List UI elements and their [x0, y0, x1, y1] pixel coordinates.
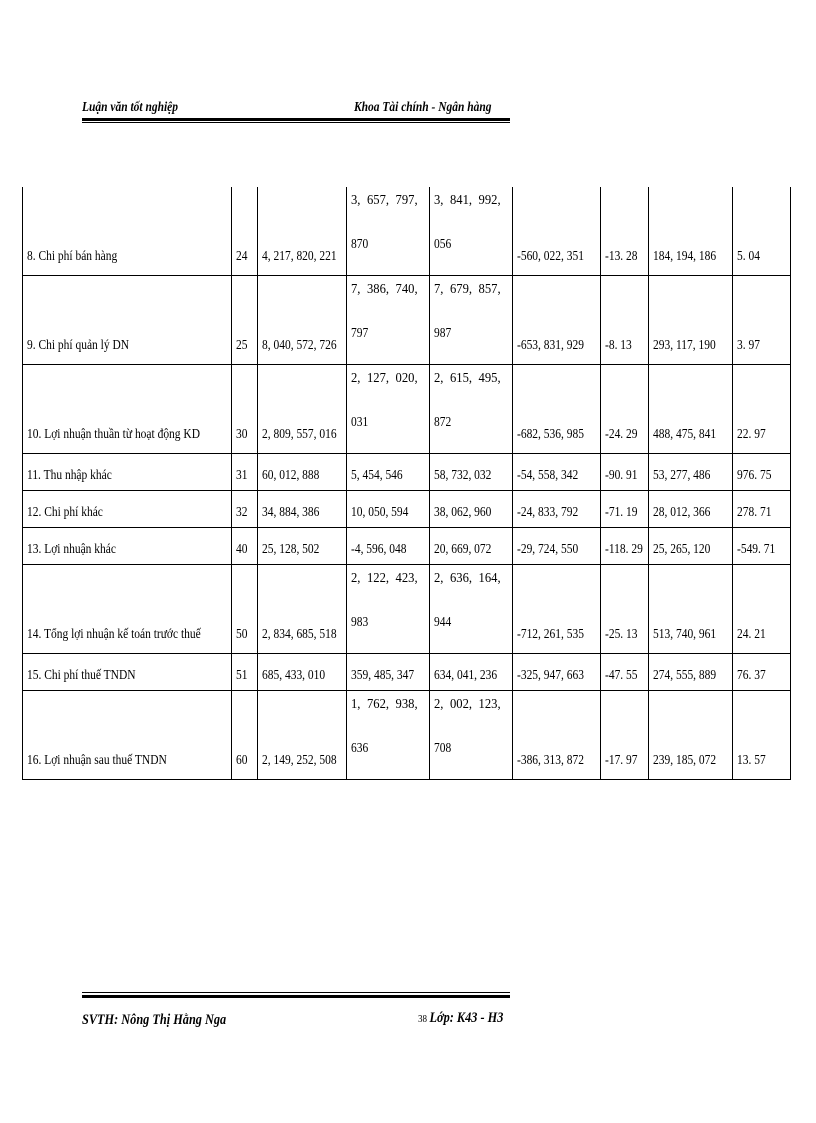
value-col-3-part: 992, [478, 193, 501, 208]
diff-percent-text: -17. 97 [605, 753, 638, 768]
table-row [23, 491, 791, 528]
row-label-text: 15. Chi phí thuế TNDN [27, 668, 136, 683]
value-col-2-text: 10, 050, 594 [351, 505, 409, 520]
value-col-2-part: 020, [395, 371, 418, 386]
percent-col-7-text: 24. 21 [737, 627, 766, 642]
value-col-6-text: 184, 194, 186 [653, 249, 717, 264]
diff-percent-text: -13. 28 [605, 249, 638, 264]
value-col-3 [430, 691, 513, 780]
value-col-2-part: 7, [351, 282, 361, 297]
value-col-6 [649, 365, 733, 454]
value-col-3-part: 164, [478, 571, 501, 586]
value-col-3 [430, 565, 513, 654]
row-label [23, 565, 232, 654]
value-col-3-tail: 944 [434, 615, 452, 630]
row-label-text: 16. Lợi nhuận sau thuế TNDN [27, 753, 167, 768]
value-col-6-text: 25, 265, 120 [653, 542, 711, 557]
percent-col-7-text: -549. 71 [737, 542, 776, 557]
diff-amount-text: -712, 261, 535 [517, 627, 584, 642]
row-label-text: 14. Tổng lợi nhuận kế toán trước thuế [27, 627, 201, 642]
percent-col-7 [733, 691, 791, 780]
row-label-text: 10. Lợi nhuận thuần từ hoạt động KD [27, 427, 200, 442]
value-col-6 [649, 276, 733, 365]
diff-percent-text: -8. 13 [605, 338, 632, 353]
value-col-3-part: 3, [434, 193, 444, 208]
percent-col-7-text: 76. 37 [737, 668, 766, 683]
value-col-6 [649, 528, 733, 565]
value-col-1-text: 2, 809, 557, 016 [262, 427, 337, 442]
table-row [23, 365, 791, 454]
value-col-2-text: 359, 485, 347 [351, 668, 415, 683]
value-col-2-part: 797, [395, 193, 418, 208]
percent-col-7-text: 5. 04 [737, 249, 760, 264]
table-row [23, 528, 791, 565]
value-col-6 [649, 187, 733, 276]
value-col-6-text: 488, 475, 841 [653, 427, 717, 442]
value-col-2-part: 386, [366, 282, 390, 297]
percent-col-7 [733, 565, 791, 654]
diff-amount-text: -560, 022, 351 [517, 249, 584, 264]
row-code [232, 187, 258, 276]
value-col-1 [258, 691, 347, 780]
value-col-2-part: 740, [395, 282, 418, 297]
percent-col-7-text: 3. 97 [737, 338, 760, 353]
value-col-3 [430, 187, 513, 276]
row-label [23, 528, 232, 565]
value-col-3-part: 857, [478, 282, 501, 297]
value-col-2-part: 2, [351, 371, 361, 386]
value-col-2-tail: 797 [351, 326, 369, 341]
value-col-2-text: 5, 454, 546 [351, 468, 403, 483]
value-col-6 [649, 454, 733, 491]
row-code [232, 528, 258, 565]
value-col-3 [430, 491, 513, 528]
value-col-1 [258, 454, 347, 491]
value-col-3-part: 636, [449, 571, 473, 586]
value-col-1 [258, 654, 347, 691]
diff-amount-text: -29, 724, 550 [517, 542, 579, 557]
percent-col-7 [733, 454, 791, 491]
percent-col-7-text: 976. 75 [737, 468, 772, 483]
percent-col-7 [733, 187, 791, 276]
diff-amount [513, 187, 601, 276]
diff-amount-text: -24, 833, 792 [517, 505, 579, 520]
percent-col-7 [733, 276, 791, 365]
value-col-6 [649, 565, 733, 654]
value-col-1 [258, 365, 347, 454]
value-col-2 [347, 187, 430, 276]
value-col-6 [649, 691, 733, 780]
value-col-1-text: 2, 149, 252, 508 [262, 753, 337, 768]
table-row [23, 454, 791, 491]
row-code-text: 51 [236, 668, 248, 683]
row-code [232, 454, 258, 491]
row-code [232, 365, 258, 454]
value-col-1-text: 2, 834, 685, 518 [262, 627, 337, 642]
table-row [23, 565, 791, 654]
table-row [23, 691, 791, 780]
diff-percent-text: -90. 91 [605, 468, 638, 483]
value-col-3-part: 123, [478, 697, 501, 712]
value-col-3-part: 2, [434, 697, 444, 712]
footer-class [418, 1010, 503, 1027]
value-col-1 [258, 187, 347, 276]
value-col-2-part: 122, [366, 571, 390, 586]
value-col-3-part: 2, [434, 371, 444, 386]
row-label-text: 11. Thu nhập khác [27, 468, 112, 483]
row-code-text: 40 [236, 542, 248, 557]
value-col-6-text: 53, 277, 486 [653, 468, 711, 483]
value-col-3-tail: 872 [434, 415, 452, 430]
diff-amount-text: -653, 831, 929 [517, 338, 584, 353]
row-code-text: 24 [236, 249, 248, 264]
value-col-2-tail: 636 [351, 741, 369, 756]
value-col-3-part: 7, [434, 282, 444, 297]
value-col-2-part: 2, [351, 571, 361, 586]
value-col-2-part: 657, [366, 193, 390, 208]
value-col-3-text: 38, 062, 960 [434, 505, 492, 520]
row-label-text: 12. Chi phí khác [27, 505, 103, 520]
diff-percent [601, 654, 649, 691]
value-col-3 [430, 528, 513, 565]
page-number: 38 [418, 1013, 428, 1025]
header-faculty: Khoa Tài chính - Ngân hàng [354, 100, 492, 115]
row-code [232, 491, 258, 528]
value-col-3 [430, 365, 513, 454]
table-row [23, 276, 791, 365]
value-col-3-tail: 708 [434, 741, 452, 756]
diff-percent-text: -71. 19 [605, 505, 638, 520]
row-label [23, 691, 232, 780]
value-col-1-text: 685, 433, 010 [262, 668, 326, 683]
value-col-1 [258, 565, 347, 654]
value-col-2-text: -4, 596, 048 [351, 542, 407, 557]
diff-amount [513, 365, 601, 454]
value-col-2-part: 762, [366, 697, 390, 712]
value-col-6 [649, 654, 733, 691]
footer-student: SVTH: Nông Thị Hằng Nga [82, 1012, 227, 1028]
diff-amount [513, 491, 601, 528]
row-code [232, 276, 258, 365]
diff-percent [601, 691, 649, 780]
row-label-text: 9. Chi phí quản lý DN [27, 338, 130, 353]
row-code [232, 691, 258, 780]
row-label [23, 276, 232, 365]
value-col-1-text: 60, 012, 888 [262, 468, 320, 483]
value-col-3-part: 495, [478, 371, 501, 386]
footer-rule-thick [82, 995, 510, 998]
row-label-text: 13. Lợi nhuận khác [27, 542, 116, 557]
value-col-1-text: 34, 884, 386 [262, 505, 320, 520]
value-col-2 [347, 654, 430, 691]
value-col-2-part: 1, [351, 697, 361, 712]
value-col-3-part: 2, [434, 571, 444, 586]
diff-percent-text: -118. 29 [605, 542, 643, 557]
value-col-3-part: 615, [449, 371, 473, 386]
value-col-3-text: 20, 669, 072 [434, 542, 492, 557]
diff-amount [513, 454, 601, 491]
value-col-3 [430, 654, 513, 691]
diff-amount [513, 691, 601, 780]
header-rule-thick [82, 118, 510, 121]
row-label [23, 365, 232, 454]
value-col-2 [347, 454, 430, 491]
diff-percent [601, 565, 649, 654]
percent-col-7 [733, 528, 791, 565]
diff-percent [601, 276, 649, 365]
diff-amount-text: -54, 558, 342 [517, 468, 579, 483]
value-col-1-text: 25, 128, 502 [262, 542, 320, 557]
value-col-2 [347, 691, 430, 780]
value-col-2-tail: 870 [351, 237, 369, 252]
percent-col-7-text: 22. 97 [737, 427, 766, 442]
value-col-3-tail: 987 [434, 326, 452, 341]
value-col-1 [258, 276, 347, 365]
value-col-3-part: 679, [449, 282, 473, 297]
diff-amount [513, 528, 601, 565]
value-col-1 [258, 528, 347, 565]
diff-amount-text: -386, 313, 872 [517, 753, 584, 768]
value-col-3-text: 58, 732, 032 [434, 468, 492, 483]
value-col-6 [649, 491, 733, 528]
row-code-text: 32 [236, 505, 248, 520]
row-code-text: 31 [236, 468, 248, 483]
value-col-2 [347, 276, 430, 365]
percent-col-7 [733, 491, 791, 528]
percent-col-7 [733, 654, 791, 691]
value-col-3-text: 634, 041, 236 [434, 668, 498, 683]
value-col-1-text: 4, 217, 820, 221 [262, 249, 337, 264]
footer-rule-thin [82, 992, 510, 993]
row-label [23, 454, 232, 491]
value-col-3-part: 841, [449, 193, 473, 208]
value-col-2-tail: 031 [351, 415, 369, 430]
diff-amount [513, 276, 601, 365]
row-label [23, 491, 232, 528]
value-col-2-part: 127, [366, 371, 390, 386]
value-col-3-tail: 056 [434, 237, 452, 252]
value-col-6-text: 293, 117, 190 [653, 338, 716, 353]
header-thesis-title: Luận văn tốt nghiệp [82, 100, 179, 115]
percent-col-7 [733, 365, 791, 454]
percent-col-7-text: 278. 71 [737, 505, 772, 520]
diff-amount [513, 654, 601, 691]
diff-amount-text: -325, 947, 663 [517, 668, 584, 683]
diff-amount [513, 565, 601, 654]
value-col-3 [430, 454, 513, 491]
row-code-text: 50 [236, 627, 248, 642]
value-col-3 [430, 276, 513, 365]
row-code-text: 30 [236, 427, 248, 442]
row-code [232, 565, 258, 654]
value-col-2-tail: 983 [351, 615, 369, 630]
diff-percent-text: -24. 29 [605, 427, 638, 442]
diff-percent [601, 491, 649, 528]
percent-col-7-text: 13. 57 [737, 753, 766, 768]
diff-percent [601, 528, 649, 565]
value-col-1-text: 8, 040, 572, 726 [262, 338, 337, 353]
value-col-6-text: 513, 740, 961 [653, 627, 717, 642]
value-col-6-text: 274, 555, 889 [653, 668, 717, 683]
diff-percent [601, 365, 649, 454]
value-col-2 [347, 565, 430, 654]
diff-percent-text: -47. 55 [605, 668, 638, 683]
table-row [23, 187, 791, 276]
diff-amount-text: -682, 536, 985 [517, 427, 584, 442]
row-label [23, 187, 232, 276]
diff-percent [601, 454, 649, 491]
diff-percent-text: -25. 13 [605, 627, 638, 642]
row-label-text: 8. Chi phí bán hàng [27, 249, 118, 264]
table-body [23, 187, 791, 780]
value-col-3-part: 002, [449, 697, 473, 712]
value-col-1 [258, 491, 347, 528]
value-col-2 [347, 365, 430, 454]
row-code-text: 25 [236, 338, 248, 353]
diff-percent [601, 187, 649, 276]
value-col-2 [347, 491, 430, 528]
header-rule-thin [82, 122, 510, 123]
value-col-6-text: 239, 185, 072 [653, 753, 717, 768]
row-label [23, 654, 232, 691]
row-code [232, 654, 258, 691]
value-col-2-part: 423, [395, 571, 418, 586]
footer-class-label: Lớp: K43 - H3 [429, 1010, 504, 1026]
value-col-2 [347, 528, 430, 565]
table-row [23, 654, 791, 691]
value-col-2-part: 938, [395, 697, 418, 712]
income-statement-table [22, 187, 791, 780]
row-code-text: 60 [236, 753, 248, 768]
value-col-6-text: 28, 012, 366 [653, 505, 711, 520]
value-col-2-part: 3, [351, 193, 361, 208]
